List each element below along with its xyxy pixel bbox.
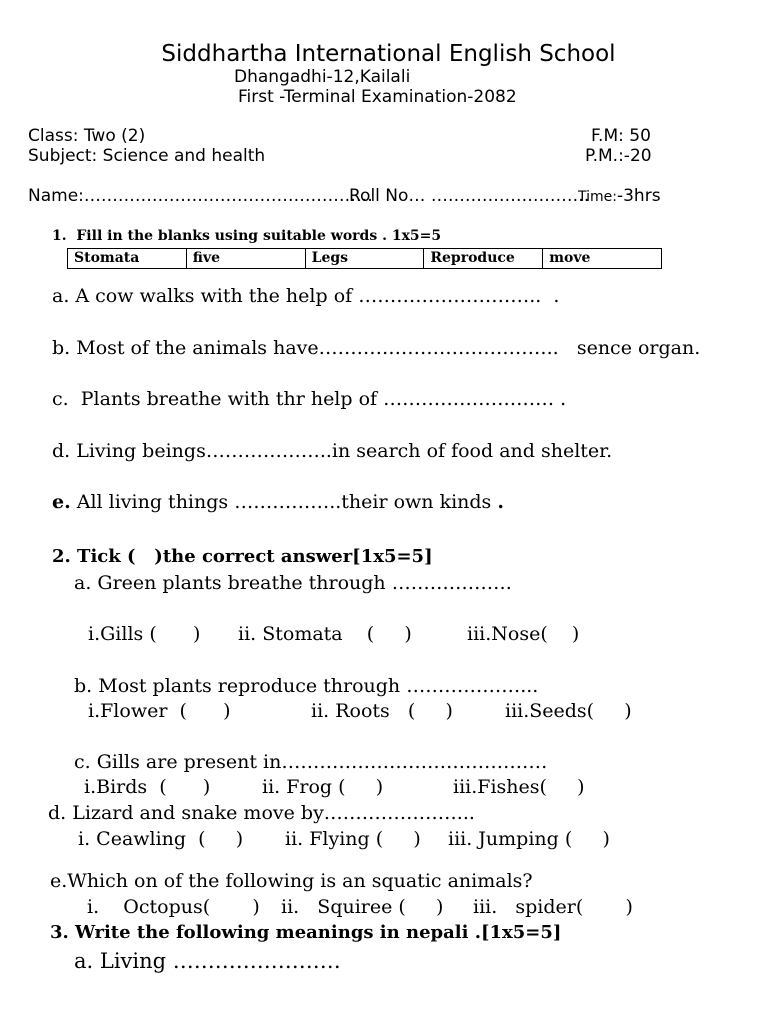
word-bank-cell: Legs (305, 249, 424, 268)
word-bank-table (67, 248, 662, 269)
exam-title: First -Terminal Examination-2082 (238, 87, 517, 107)
question-2c: c. Gills are present in…………………………………… (74, 751, 548, 773)
option-2b-iii: iii.Seeds( ) (505, 700, 632, 722)
question-1b: b. Most of the animals have……………………………….. sence organ. (52, 337, 701, 359)
option-2a-i: i.Gills ( ) (88, 623, 201, 645)
word-bank-cell: move (542, 249, 661, 268)
time-value: -3hrs (616, 186, 661, 206)
question-1-heading: 1. Fill in the blanks using suitable words . 1x5=5 (52, 228, 442, 244)
option-2a-ii: ii. Stomata ( ) (238, 623, 412, 645)
question-3-heading: 3. Write the following meanings in nepali .[1x5=5] (50, 922, 562, 943)
subject-info: Subject: Science and health (28, 146, 266, 166)
option-2c-iii: iii.Fishes( ) (453, 776, 585, 798)
option-2c-ii: ii. Frog ( ) (262, 776, 384, 798)
school-address: Dhangadhi-12,Kailali (234, 67, 411, 87)
option-2b-i: i.Flower ( ) (88, 700, 231, 722)
full-marks: F.M: 50 (591, 126, 651, 146)
school-name: Siddhartha International English School (161, 41, 616, 67)
question-1e-end: . (497, 491, 504, 513)
roll-number-blank: Roll No… ………………………. (349, 186, 590, 206)
word-bank-cell: Stomata (74, 250, 140, 266)
option-2b-ii: ii. Roots ( ) (311, 700, 453, 722)
option-2a-iii: iii.Nose( ) (467, 623, 580, 645)
question-2a: a. Green plants breathe through ………………. (74, 572, 512, 594)
option-2d-iii: iii. Jumping ( ) (448, 828, 610, 850)
question-1c: c. Plants breathe with thr help of ……………………… . (52, 388, 567, 410)
time-label: Time: (578, 189, 617, 205)
option-2d-ii: ii. Flying ( ) (285, 828, 421, 850)
question-1a: a. A cow walks with the help of ……………………….. . (52, 285, 560, 307)
question-1e (52, 491, 504, 514)
word-bank-cell: Reproduce (423, 249, 542, 268)
question-1d: d. Living beings………………..in search of food and shelter. (52, 440, 613, 462)
class-info: Class: Two (2) (28, 126, 146, 146)
question-1e-label: e. (52, 491, 71, 513)
student-name-blank: Name:…………………………………………… (28, 186, 373, 206)
question-2e: e.Which on of the following is an squatic animals? (50, 870, 533, 892)
time-allowed (578, 186, 661, 206)
pass-marks: P.M.:-20 (585, 146, 652, 166)
option-2d-i: i. Ceawling ( ) (78, 828, 244, 850)
word-bank-cell: five (186, 249, 305, 268)
option-2e-i: i. Octopus( ) (87, 896, 260, 918)
question-1e-text: All living things ……………..their own kinds (70, 491, 498, 513)
option-2e-ii: ii. Squiree ( ) (281, 896, 444, 918)
question-3a: a. Living …………………… (74, 949, 341, 973)
question-2d: d. Lizard and snake move by…………………... (48, 802, 475, 824)
option-2e-iii: iii. spider( ) (473, 896, 633, 918)
option-2c-i: i.Birds ( ) (84, 776, 211, 798)
question-2b: b. Most plants reproduce through ………………... (74, 675, 539, 697)
question-2-heading: 2. Tick ( )the correct answer[1x5=5] (52, 546, 433, 567)
